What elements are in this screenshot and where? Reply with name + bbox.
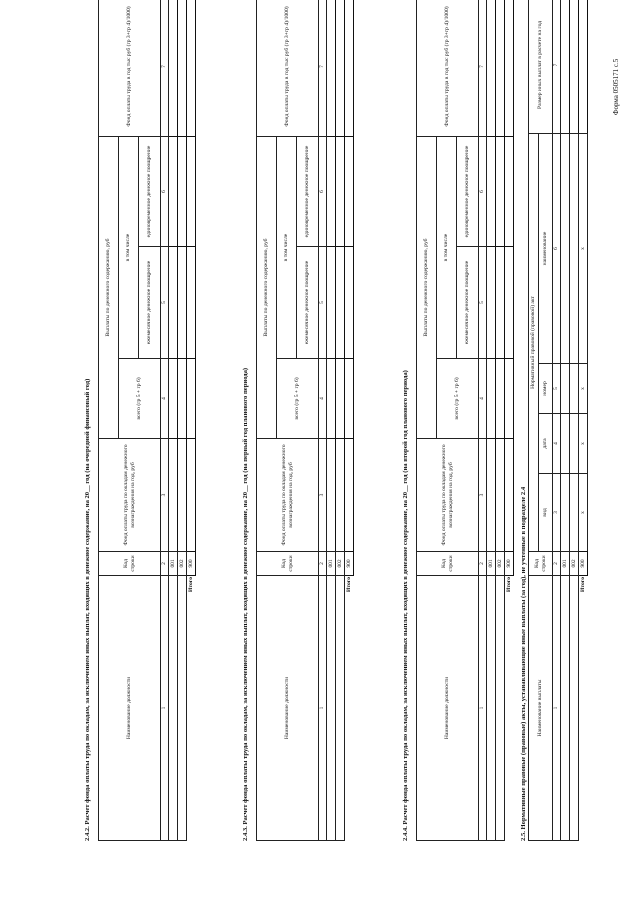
column-number: 4 bbox=[161, 359, 169, 439]
position-name-cell bbox=[169, 576, 178, 841]
act-cell bbox=[561, 133, 570, 363]
value-cell bbox=[336, 439, 345, 552]
total-value-cell bbox=[187, 0, 196, 137]
column-number: 4 bbox=[319, 359, 327, 439]
column-number: 7 bbox=[553, 0, 561, 133]
line-code-cell: 002 bbox=[178, 552, 187, 576]
table-row bbox=[487, 0, 496, 841]
header-year-fund: Фонд оплаты труда в год тыс руб (гр 3+гр 4)/1000) bbox=[257, 0, 319, 137]
total-label: Итого bbox=[346, 577, 353, 593]
header-payments: Выплаты по денежного содержанию, руб bbox=[99, 137, 119, 439]
value-cell bbox=[496, 359, 505, 439]
column-number: 2 bbox=[479, 552, 487, 576]
section-table bbox=[416, 0, 514, 841]
total-value-cell bbox=[505, 0, 514, 137]
value-cell bbox=[327, 359, 336, 439]
total-value-cell bbox=[187, 359, 196, 439]
column-number: 1 bbox=[161, 576, 169, 841]
header-salary-fund: Фонд оплаты труда по окладам денежного вознаграждения на год, руб bbox=[257, 439, 319, 552]
total-label: Итого bbox=[506, 577, 513, 593]
header-monthly-bonus: ежемесячное денежное поощрение bbox=[139, 247, 161, 359]
value-cell bbox=[487, 137, 496, 247]
column-number: 2 bbox=[319, 552, 327, 576]
value-cell bbox=[169, 359, 178, 439]
x-mark: x bbox=[579, 133, 588, 363]
value-cell bbox=[169, 0, 178, 137]
act-cell bbox=[561, 474, 570, 552]
header-act-number: номер bbox=[539, 364, 553, 414]
header-act-type: вид bbox=[539, 474, 553, 552]
value-cell bbox=[487, 439, 496, 552]
column-number: 3 bbox=[161, 439, 169, 552]
header-including: в том числе bbox=[119, 137, 139, 359]
total-value-cell bbox=[505, 439, 514, 552]
value-cell bbox=[496, 439, 505, 552]
section-title: 2.4.3. Расчет фонда оплаты труда по окладам, за исключением иных выплат, входящих в денежное содержание, на 20__ год (на первый год планового периода) bbox=[242, 367, 249, 841]
column-number: 6 bbox=[553, 133, 561, 363]
section-table bbox=[98, 0, 196, 841]
header-payments: Выплаты по денежного содержанию, руб bbox=[417, 137, 437, 439]
x-mark: x bbox=[579, 414, 588, 474]
header-monthly-bonus: ежемесячное денежное поощрение bbox=[297, 247, 319, 359]
value-cell bbox=[178, 359, 187, 439]
column-number: 6 bbox=[319, 137, 327, 247]
position-name-cell bbox=[336, 576, 345, 841]
value-cell bbox=[487, 247, 496, 359]
column-number: 7 bbox=[479, 0, 487, 137]
total-value-cell bbox=[187, 137, 196, 247]
column-number: 5 bbox=[553, 364, 561, 414]
value-cell bbox=[336, 137, 345, 247]
total-value-cell bbox=[579, 0, 588, 133]
total-row bbox=[505, 0, 514, 841]
position-name-cell bbox=[178, 576, 187, 841]
total-value-cell bbox=[187, 439, 196, 552]
total-value-cell bbox=[505, 247, 514, 359]
header-including: в том числе bbox=[437, 137, 457, 359]
table-row bbox=[570, 0, 579, 841]
total-value-cell bbox=[345, 247, 354, 359]
column-number: 5 bbox=[161, 247, 169, 359]
act-cell bbox=[561, 364, 570, 414]
value-cell bbox=[336, 0, 345, 137]
header-salary-fund: Фонд оплаты труда по окладам денежного вознаграждения на год, руб bbox=[417, 439, 479, 552]
column-number: 1 bbox=[553, 576, 561, 841]
total-code: 900 bbox=[579, 552, 588, 576]
total-row bbox=[345, 0, 354, 841]
section-table bbox=[528, 0, 588, 841]
value-cell bbox=[327, 0, 336, 137]
table-row bbox=[561, 0, 570, 841]
table-row bbox=[336, 0, 345, 841]
table-row bbox=[178, 0, 187, 841]
line-code-cell: 002 bbox=[496, 552, 505, 576]
line-code-cell: 001 bbox=[561, 552, 570, 576]
column-number: 3 bbox=[553, 474, 561, 552]
column-number: 3 bbox=[479, 439, 487, 552]
form-reference: Форма 0505171 с.5 bbox=[612, 58, 620, 115]
header-annual-size: Размер иных выплат в расчете на год bbox=[529, 0, 553, 133]
act-cell bbox=[570, 474, 579, 552]
header-line-code: Код строки bbox=[417, 552, 479, 576]
column-number: 2 bbox=[553, 552, 561, 576]
total-label: Итого bbox=[188, 577, 195, 593]
value-cell bbox=[336, 247, 345, 359]
line-code-cell: 002 bbox=[336, 552, 345, 576]
header-position-name: Наименование должности bbox=[257, 576, 319, 841]
header-line-code: Код строки bbox=[257, 552, 319, 576]
act-cell bbox=[561, 414, 570, 474]
line-code-cell: 001 bbox=[487, 552, 496, 576]
column-number: 7 bbox=[319, 0, 327, 137]
header-line-code: Код строки bbox=[529, 552, 553, 576]
line-code-cell: 002 bbox=[570, 552, 579, 576]
column-number: 1 bbox=[479, 576, 487, 841]
value-cell bbox=[496, 247, 505, 359]
value-cell bbox=[169, 247, 178, 359]
x-mark: x bbox=[579, 364, 588, 414]
column-number: 1 bbox=[319, 576, 327, 841]
payment-name-cell bbox=[570, 576, 579, 841]
value-cell bbox=[561, 0, 570, 133]
header-payment-name: Наименование выплаты bbox=[529, 576, 553, 841]
header-act-name: наименование bbox=[539, 133, 553, 363]
header-position-name: Наименование должности bbox=[417, 576, 479, 841]
column-number: 5 bbox=[319, 247, 327, 359]
header-payments: Выплаты по денежного содержанию, руб bbox=[257, 137, 277, 439]
value-cell bbox=[336, 359, 345, 439]
column-number: 6 bbox=[161, 137, 169, 247]
header-onetime-bonus: единовременное денежное поощрение bbox=[139, 137, 161, 247]
header-act-date: дата bbox=[539, 414, 553, 474]
value-cell bbox=[178, 137, 187, 247]
value-cell bbox=[169, 439, 178, 552]
header-including: в том числе bbox=[277, 137, 297, 359]
section-title: 2.5. Нормативные правовые (правовые) акты, устанавливающие иные выплаты (за год), не учтенные в подразделе 2.4 bbox=[520, 486, 527, 841]
header-legal-act: Нормативный правовой (правовой) акт bbox=[529, 133, 539, 551]
payment-name-cell bbox=[561, 576, 570, 841]
value-cell bbox=[487, 0, 496, 137]
header-monthly-bonus: ежемесячное денежное поощрение bbox=[457, 247, 479, 359]
header-total: всего (гр 5 + гр 6) bbox=[119, 359, 161, 439]
column-number: 6 bbox=[479, 137, 487, 247]
act-cell bbox=[570, 133, 579, 363]
value-cell bbox=[496, 137, 505, 247]
header-year-fund: Фонд оплаты труда в год тыс руб (гр 3+гр 4)/1000) bbox=[99, 0, 161, 137]
value-cell bbox=[487, 359, 496, 439]
section-table bbox=[256, 0, 354, 841]
value-cell bbox=[178, 247, 187, 359]
column-number: 3 bbox=[319, 439, 327, 552]
act-cell bbox=[570, 414, 579, 474]
value-cell bbox=[327, 137, 336, 247]
value-cell bbox=[570, 0, 579, 133]
column-number: 4 bbox=[553, 414, 561, 474]
column-number: 5 bbox=[479, 247, 487, 359]
total-code: 900 bbox=[505, 552, 514, 576]
value-cell bbox=[327, 439, 336, 552]
total-label: Итого bbox=[580, 577, 587, 593]
x-mark: x bbox=[579, 474, 588, 552]
value-cell bbox=[178, 0, 187, 137]
total-value-cell bbox=[345, 0, 354, 137]
header-total: всего (гр 5 + гр 6) bbox=[437, 359, 479, 439]
value-cell bbox=[178, 439, 187, 552]
total-value-cell bbox=[345, 137, 354, 247]
header-onetime-bonus: единовременное денежное поощрение bbox=[457, 137, 479, 247]
value-cell bbox=[169, 137, 178, 247]
total-row bbox=[187, 0, 196, 841]
position-name-cell bbox=[327, 576, 336, 841]
total-value-cell bbox=[187, 247, 196, 359]
position-name-cell bbox=[487, 576, 496, 841]
total-value-cell bbox=[505, 359, 514, 439]
total-value-cell bbox=[345, 359, 354, 439]
position-name-cell bbox=[496, 576, 505, 841]
line-code-cell: 001 bbox=[169, 552, 178, 576]
table-row bbox=[496, 0, 505, 841]
column-number: 7 bbox=[161, 0, 169, 137]
total-value-cell bbox=[345, 439, 354, 552]
header-onetime-bonus: единовременное денежное поощрение bbox=[297, 137, 319, 247]
table-row bbox=[169, 0, 178, 841]
header-salary-fund: Фонд оплаты труда по окладам денежного вознаграждения на год, руб bbox=[99, 439, 161, 552]
value-cell bbox=[327, 247, 336, 359]
column-number: 4 bbox=[479, 359, 487, 439]
section-title: 2.4.4. Расчет фонда оплаты труда по окладам, за исключением иных выплат, входящих в денежное содержание, на 20__ год (на второй год планового периода) bbox=[402, 370, 409, 841]
section-title: 2.4.2. Расчет фонда оплаты труда по окладам, за исключением иных выплат, входящих в денежное содержание, на 20__ год (на очередной финансовый год) bbox=[84, 378, 91, 841]
header-position-name: Наименование должности bbox=[99, 576, 161, 841]
value-cell bbox=[496, 0, 505, 137]
line-code-cell: 001 bbox=[327, 552, 336, 576]
header-total: всего (гр 5 + гр 6) bbox=[277, 359, 319, 439]
table-row bbox=[327, 0, 336, 841]
total-code: 900 bbox=[345, 552, 354, 576]
column-number: 2 bbox=[161, 552, 169, 576]
header-line-code: Код строки bbox=[99, 552, 161, 576]
total-code: 900 bbox=[187, 552, 196, 576]
header-year-fund: Фонд оплаты труда в год тыс руб (гр 3+гр 4)/1000) bbox=[417, 0, 479, 137]
total-value-cell bbox=[505, 137, 514, 247]
act-cell bbox=[570, 364, 579, 414]
